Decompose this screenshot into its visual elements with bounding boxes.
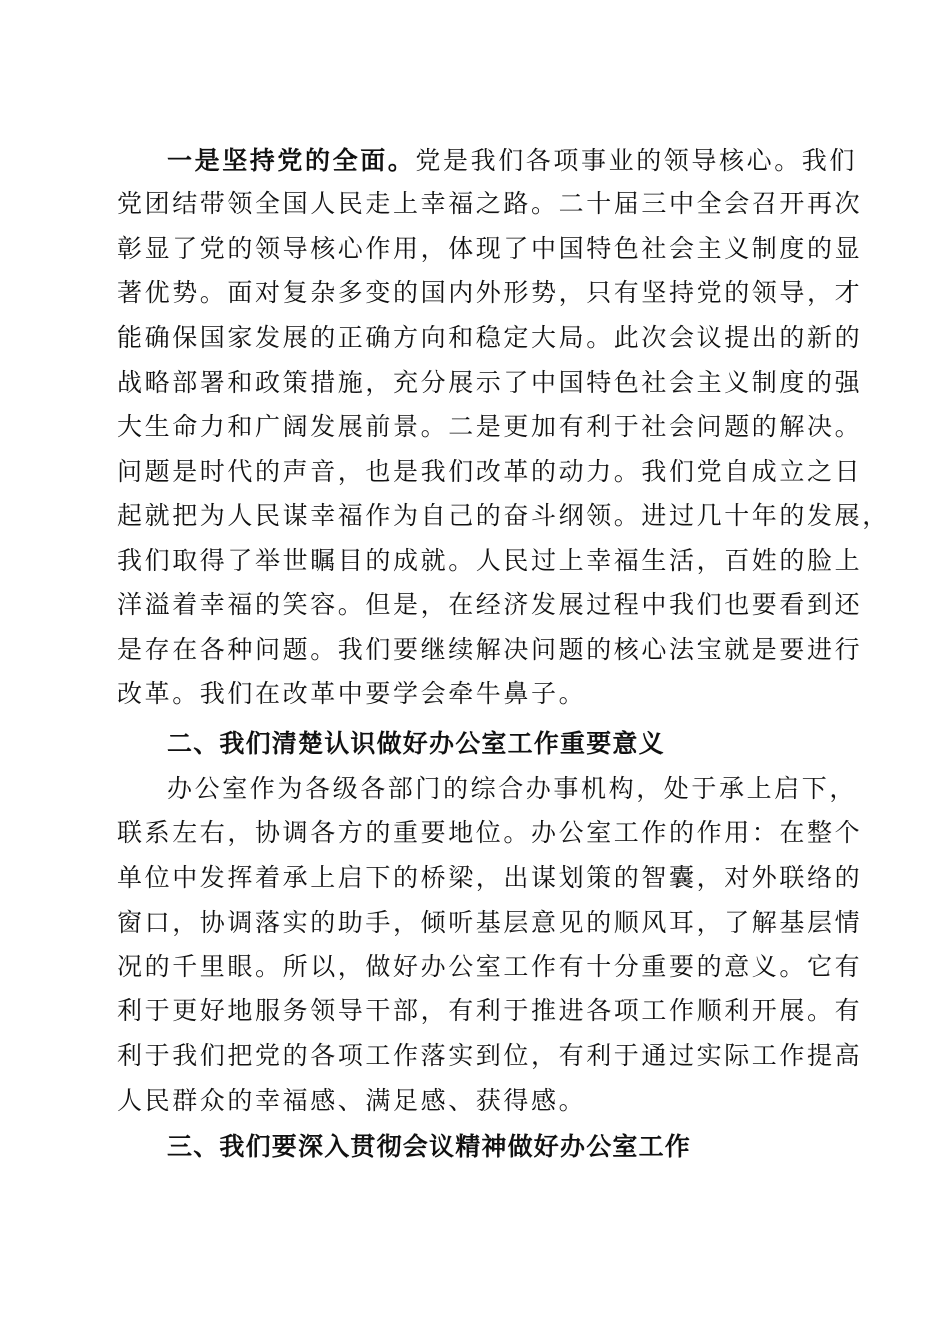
paragraph-1-line-2: 党团结带领全国人民走上幸福之路。二十届三中全会召开再次 xyxy=(117,189,863,218)
paragraph-1-line-1 xyxy=(167,141,858,181)
paragraph-1-line-3: 彰显了党的领导核心作用，体现了中国特色社会主义制度的显 xyxy=(117,234,863,263)
paragraph-2-line-6: 利于更好地服务领导干部，有利于推进各项工作顺利开展。有 xyxy=(117,996,863,1025)
paragraph-1-line-4: 著优势。面对复杂多变的国内外形势，只有坚持党的领导，才 xyxy=(117,278,863,307)
paragraph-1-line-5: 能确保国家发展的正确方向和稳定大局。此次会议提出的新的 xyxy=(117,323,863,352)
paragraph-1-line-1-text: 党是我们各项事业的领导核心。我们 xyxy=(415,146,858,175)
paragraph-2-line-5: 况的千里眼。所以，做好办公室工作有十分重要的意义。它有 xyxy=(117,952,863,981)
paragraph-1-line-9: 起就把为人民谋幸福作为自己的奋斗纲领。进过几十年的发展， xyxy=(117,501,890,530)
paragraph-1-line-13: 改革。我们在改革中要学会牵牛鼻子。 xyxy=(117,679,587,708)
paragraph-1-line-11: 洋溢着幸福的笑容。但是，在经济发展过程中我们也要看到还 xyxy=(117,590,863,619)
paragraph-1-line-6: 战略部署和政策措施，充分展示了中国特色社会主义制度的强 xyxy=(117,368,863,397)
paragraph-1-line-12: 是存在各种问题。我们要继续解决问题的核心法宝就是要进行 xyxy=(117,635,863,664)
section-heading-3: 三、我们要深入贯彻会议精神做好办公室工作 xyxy=(167,1132,692,1161)
paragraph-2-line-2: 联系左右，协调各方的重要地位。办公室工作的作用：在整个 xyxy=(117,818,863,847)
paragraph-2-line-3: 单位中发挥着承上启下的桥梁，出谋划策的智囊，对外联络的 xyxy=(117,863,863,892)
section-heading-2: 二、我们清楚认识做好办公室工作重要意义 xyxy=(167,729,665,758)
paragraph-1-lead: 一是坚持党的全面。 xyxy=(167,146,416,175)
paragraph-2-line-1: 办公室作为各级各部门的综合办事机构，处于承上启下， xyxy=(167,774,858,803)
paragraph-2-line-8: 人民群众的幸福感、满足感、获得感。 xyxy=(117,1086,587,1115)
paragraph-2-line-7: 利于我们把党的各项工作落实到位，有利于通过实际工作提高 xyxy=(117,1041,863,1070)
paragraph-2-line-4: 窗口，协调落实的助手，倾听基层意见的顺风耳，了解基层情 xyxy=(117,908,863,937)
paragraph-1-line-10: 我们取得了举世瞩目的成就。人民过上幸福生活，百姓的脸上 xyxy=(117,546,863,575)
paragraph-1-line-7: 大生命力和广阔发展前景。二是更加有利于社会问题的解决。 xyxy=(117,412,863,441)
paragraph-1-line-8: 问题是时代的声音，也是我们改革的动力。我们党自成立之日 xyxy=(117,457,863,486)
